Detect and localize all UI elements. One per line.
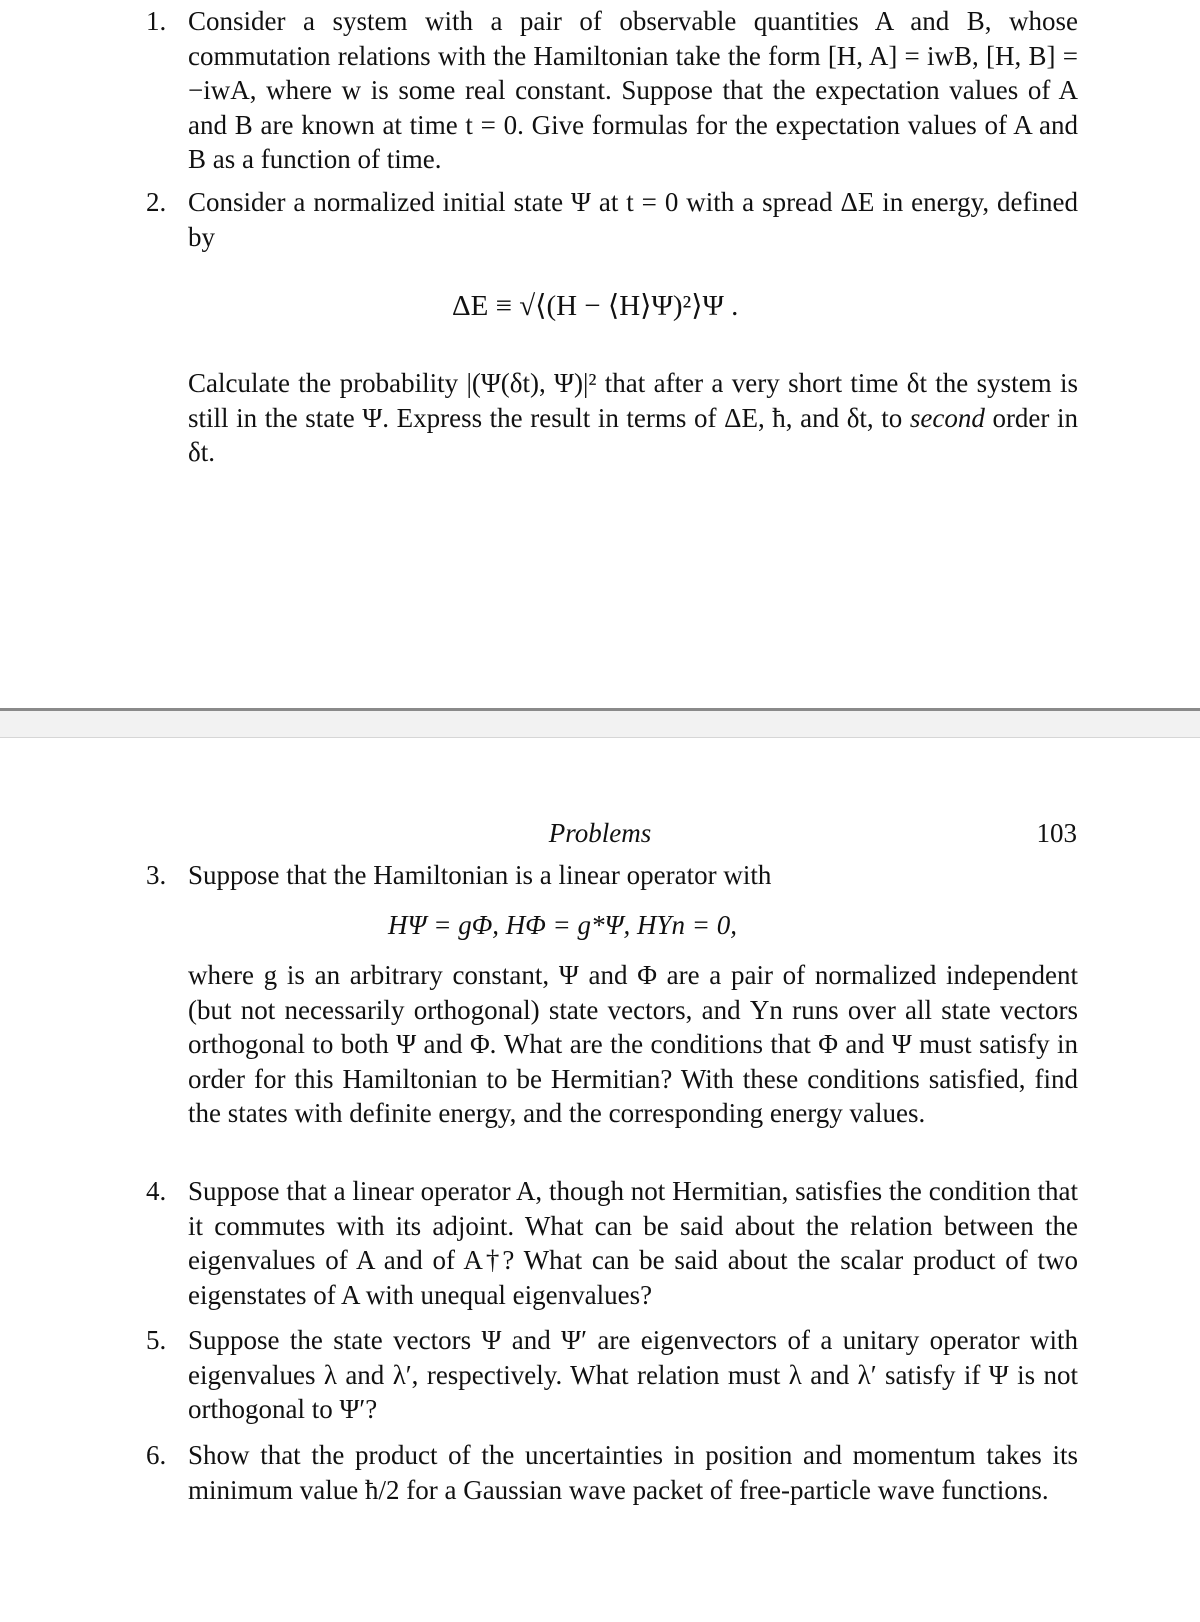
problem-2-continued — [148, 366, 1078, 470]
problem-number: 6. — [146, 1440, 167, 1470]
emphasis-text: second — [909, 402, 985, 433]
problem-number: 3. — [146, 860, 167, 890]
page-number: 103 — [1036, 818, 1077, 848]
problem-text: Suppose that a linear operator A, though not Hermitian, satisfies the condition that it commutes with its adjoint. What can be said about the relation between the eigenvalues of A and of A†? What can be said about the scalar product of two eigenstates of A with unequal eigenvalues? — [188, 1176, 1078, 1310]
problem-number: 1. — [146, 6, 167, 36]
problem-text: Consider a normalized initial state Ψ at t = 0 with a spread ΔE in energy, defined by — [188, 187, 1078, 252]
problem-text: Show that the product of the uncertainties in position and momentum takes its minimum value ħ/2 for a Gaussian wave packet of free-particle wave functions. — [188, 1440, 1078, 1505]
problem-text: Calculate the probability |(Ψ(δt), Ψ)|² that after a very short time δt the system is still in the state Ψ. Express the result in terms of ΔE, ħ, and δt, to second order in δt. — [188, 368, 1078, 467]
problem-number: 5. — [146, 1325, 167, 1355]
page-divider — [0, 708, 1200, 738]
problem-number: 2. — [146, 187, 167, 217]
problem-number: 4. — [146, 1176, 167, 1206]
problem-6 — [148, 1438, 1078, 1507]
problem-text: Consider a system with a pair of observable quantities A and B, whose commutation relations with the Hamiltonian take the form [H, A] = iwB, [H, B] = −iwA, where w is some real constant. Suppose that the expectation values of A and B are known at time t = 0. Give formulas for the expectation values of A and B as a function of time. — [188, 6, 1078, 174]
problem-text: Suppose that the Hamiltonian is a linear operator with — [188, 860, 772, 890]
bottom-page — [0, 738, 1200, 1622]
problem-3 — [148, 858, 1078, 893]
problem-1 — [148, 4, 1078, 177]
running-title: Problems — [548, 818, 652, 848]
problem-text: Suppose the state vectors Ψ and Ψ′ are eigenvectors of a unitary operator with eigenvalues λ and λ′, respectively. What relation must λ and λ′ satisfy if Ψ is not orthogonal to Ψ′? — [188, 1325, 1078, 1424]
problem-text: where g is an arbitrary constant, Ψ and Φ are a pair of normalized independent (but not necessarily orthogonal) state vectors, and Υn runs over all state vectors orthogonal to both Ψ and Φ. What are the conditions that Φ and Ψ must satisfy in order for this Hamiltonian to be Hermitian? With these conditions satisfied, find the states with definite energy, and the corresponding energy values. — [188, 960, 1078, 1128]
problem-4 — [148, 1174, 1078, 1312]
hamiltonian-equation: HΨ = gΦ, HΦ = g*Ψ, HΥn = 0, — [388, 910, 737, 940]
delta-e-equation: ΔE ≡ √⟨(H − ⟨H⟩Ψ)²⟩Ψ . — [452, 290, 739, 322]
problem-3-continued — [148, 958, 1078, 1131]
problem-5 — [148, 1323, 1078, 1427]
top-page — [0, 0, 1200, 708]
problem-2 — [148, 185, 1078, 254]
